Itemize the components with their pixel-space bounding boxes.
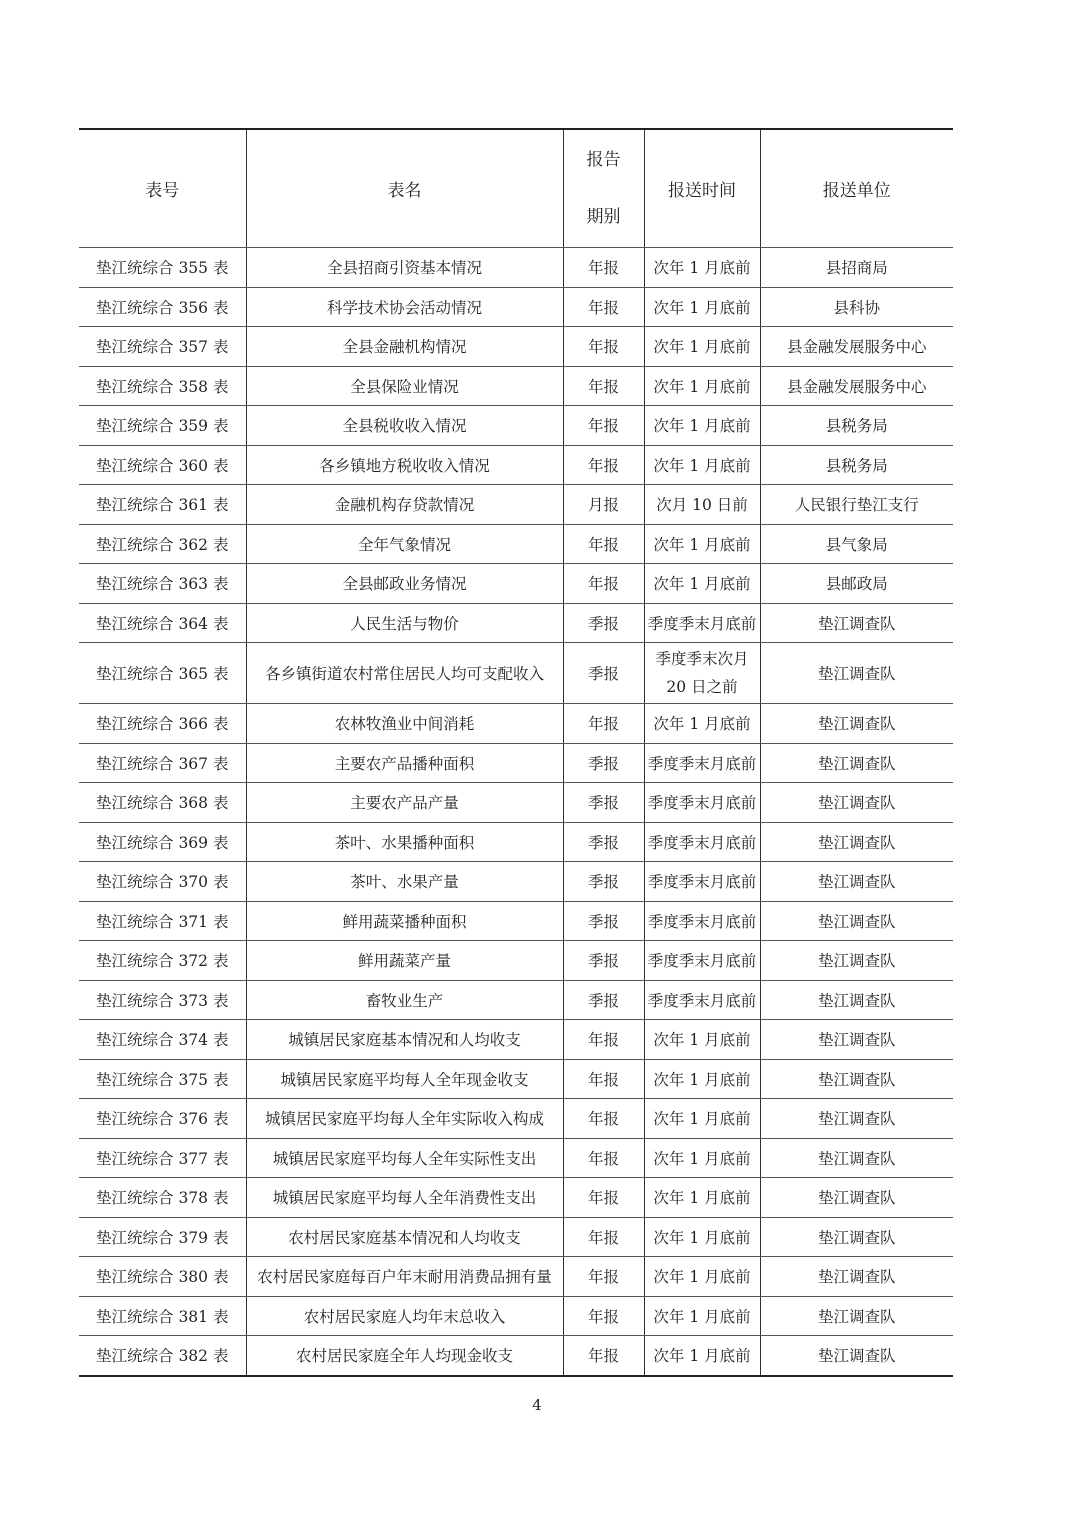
- cell-unit: 县税务局: [760, 445, 953, 485]
- cell-name: 金融机构存贷款情况: [246, 485, 563, 525]
- cell-unit: 垫江调查队: [760, 1217, 953, 1257]
- cell-time: 次年 1 月底前: [644, 1257, 760, 1297]
- cell-unit: 县科协: [760, 287, 953, 327]
- cell-period: 年报: [563, 1059, 644, 1099]
- cell-code: 垫江统综合 356 表: [79, 287, 246, 327]
- cell-name: 鲜用蔬菜播种面积: [246, 901, 563, 941]
- cell-time: 次年 1 月底前: [644, 406, 760, 446]
- cell-unit: 垫江调查队: [760, 901, 953, 941]
- report-schedule-table: [79, 128, 953, 1377]
- table-row: [79, 327, 953, 367]
- cell-code: 垫江统综合 371 表: [79, 901, 246, 941]
- cell-name: 农村居民家庭全年人均现金收支: [246, 1336, 563, 1376]
- cell-time: 次年 1 月底前: [644, 1059, 760, 1099]
- table-row: [79, 1217, 953, 1257]
- cell-unit: 垫江调查队: [760, 743, 953, 783]
- cell-period: 季报: [563, 862, 644, 902]
- cell-period: 年报: [563, 406, 644, 446]
- cell-name: 农村居民家庭每百户年末耐用消费品拥有量: [246, 1257, 563, 1297]
- cell-unit: 垫江调查队: [760, 862, 953, 902]
- cell-unit: 垫江调查队: [760, 941, 953, 981]
- cell-unit: 垫江调查队: [760, 783, 953, 823]
- cell-name: 农林牧渔业中间消耗: [246, 704, 563, 744]
- cell-code: 垫江统综合 381 表: [79, 1296, 246, 1336]
- cell-time: 次年 1 月底前: [644, 564, 760, 604]
- table-row: [79, 1020, 953, 1060]
- cell-period: 年报: [563, 445, 644, 485]
- cell-time: 次年 1 月底前: [644, 704, 760, 744]
- cell-name: 各乡镇地方税收收入情况: [246, 445, 563, 485]
- cell-period: 年报: [563, 1217, 644, 1257]
- cell-period: 年报: [563, 1257, 644, 1297]
- cell-name: 全年气象情况: [246, 524, 563, 564]
- cell-time: 季度季末月底前: [644, 743, 760, 783]
- table-row: [79, 743, 953, 783]
- table-row: [79, 1059, 953, 1099]
- cell-code: 垫江统综合 369 表: [79, 822, 246, 862]
- cell-unit: 垫江调查队: [760, 1059, 953, 1099]
- cell-code: 垫江统综合 379 表: [79, 1217, 246, 1257]
- table-row: [79, 1336, 953, 1376]
- cell-unit: 垫江调查队: [760, 1138, 953, 1178]
- cell-period: 年报: [563, 1178, 644, 1218]
- cell-time: 次年 1 月底前: [644, 327, 760, 367]
- cell-period: 年报: [563, 248, 644, 288]
- cell-code: 垫江统综合 368 表: [79, 783, 246, 823]
- header-unit: 报送单位: [760, 129, 953, 248]
- table-row: [79, 822, 953, 862]
- cell-name: 主要农产品产量: [246, 783, 563, 823]
- cell-time: 季度季末月底前: [644, 822, 760, 862]
- table-row: [79, 1257, 953, 1297]
- header-period: [563, 129, 644, 248]
- cell-period: 季报: [563, 901, 644, 941]
- cell-code: 垫江统综合 359 表: [79, 406, 246, 446]
- table-row: [79, 980, 953, 1020]
- cell-code: 垫江统综合 365 表: [79, 643, 246, 704]
- header-period-line1: 报告: [586, 149, 621, 170]
- cell-period: 季报: [563, 603, 644, 643]
- cell-period: 年报: [563, 1336, 644, 1376]
- table-row: [79, 1178, 953, 1218]
- cell-unit: 县气象局: [760, 524, 953, 564]
- cell-period: 季报: [563, 822, 644, 862]
- cell-time: 季度季末次月 20 日之前: [644, 643, 760, 704]
- table-row: [79, 603, 953, 643]
- cell-name: 全县金融机构情况: [246, 327, 563, 367]
- cell-code: 垫江统综合 378 表: [79, 1178, 246, 1218]
- cell-unit: 垫江调查队: [760, 643, 953, 704]
- cell-time: 次年 1 月底前: [644, 445, 760, 485]
- cell-name: 各乡镇街道农村常住居民人均可支配收入: [246, 643, 563, 704]
- cell-time: 次年 1 月底前: [644, 1336, 760, 1376]
- cell-code: 垫江统综合 362 表: [79, 524, 246, 564]
- cell-name: 农村居民家庭人均年末总收入: [246, 1296, 563, 1336]
- cell-time: 次月 10 日前: [644, 485, 760, 525]
- header-code: 表号: [79, 129, 246, 248]
- cell-period: 季报: [563, 980, 644, 1020]
- cell-period: 年报: [563, 327, 644, 367]
- table-body: [79, 248, 953, 1376]
- table-header-row: [79, 129, 953, 248]
- cell-period: 年报: [563, 1138, 644, 1178]
- cell-unit: 垫江调查队: [760, 822, 953, 862]
- table-row: [79, 1099, 953, 1139]
- cell-time: 季度季末月底前: [644, 901, 760, 941]
- cell-name: 城镇居民家庭基本情况和人均收支: [246, 1020, 563, 1060]
- cell-time: 季度季末月底前: [644, 603, 760, 643]
- cell-code: 垫江统综合 382 表: [79, 1336, 246, 1376]
- header-period-line2: 期别: [586, 206, 621, 227]
- cell-time: 次年 1 月底前: [644, 366, 760, 406]
- cell-code: 垫江统综合 380 表: [79, 1257, 246, 1297]
- cell-code: 垫江统综合 358 表: [79, 366, 246, 406]
- cell-period: 年报: [563, 287, 644, 327]
- table-row: [79, 406, 953, 446]
- cell-period: 年报: [563, 564, 644, 604]
- table-row: [79, 445, 953, 485]
- cell-period: 季报: [563, 643, 644, 704]
- cell-name: 农村居民家庭基本情况和人均收支: [246, 1217, 563, 1257]
- cell-code: 垫江统综合 374 表: [79, 1020, 246, 1060]
- cell-period: 季报: [563, 783, 644, 823]
- cell-unit: 垫江调查队: [760, 1336, 953, 1376]
- cell-time: 次年 1 月底前: [644, 248, 760, 288]
- table-row: [79, 564, 953, 604]
- cell-code: 垫江统综合 376 表: [79, 1099, 246, 1139]
- cell-code: 垫江统综合 363 表: [79, 564, 246, 604]
- cell-unit: 县金融发展服务中心: [760, 327, 953, 367]
- cell-unit: 县金融发展服务中心: [760, 366, 953, 406]
- cell-period: 年报: [563, 524, 644, 564]
- header-time: 报送时间: [644, 129, 760, 248]
- cell-time: 季度季末月底前: [644, 862, 760, 902]
- header-name: 表名: [246, 129, 563, 248]
- cell-time: 次年 1 月底前: [644, 1020, 760, 1060]
- cell-unit: 垫江调查队: [760, 704, 953, 744]
- cell-unit: 垫江调查队: [760, 1020, 953, 1060]
- cell-name: 主要农产品播种面积: [246, 743, 563, 783]
- cell-name: 茶叶、水果播种面积: [246, 822, 563, 862]
- table-row: [79, 862, 953, 902]
- cell-code: 垫江统综合 361 表: [79, 485, 246, 525]
- cell-name: 城镇居民家庭平均每人全年消费性支出: [246, 1178, 563, 1218]
- cell-unit: 垫江调查队: [760, 1296, 953, 1336]
- cell-code: 垫江统综合 355 表: [79, 248, 246, 288]
- cell-period: 年报: [563, 1296, 644, 1336]
- cell-code: 垫江统综合 364 表: [79, 603, 246, 643]
- cell-period: 年报: [563, 704, 644, 744]
- cell-time: 季度季末月底前: [644, 980, 760, 1020]
- cell-time: 次年 1 月底前: [644, 287, 760, 327]
- cell-unit: 垫江调查队: [760, 1257, 953, 1297]
- table-row: [79, 941, 953, 981]
- cell-unit: 县招商局: [760, 248, 953, 288]
- cell-unit: 县邮政局: [760, 564, 953, 604]
- cell-time: 次年 1 月底前: [644, 1099, 760, 1139]
- table-row: [79, 643, 953, 704]
- table-row: [79, 287, 953, 327]
- cell-unit: 县税务局: [760, 406, 953, 446]
- table-row: [79, 901, 953, 941]
- cell-code: 垫江统综合 372 表: [79, 941, 246, 981]
- page-number: 4: [532, 1396, 542, 1414]
- cell-name: 全县保险业情况: [246, 366, 563, 406]
- cell-code: 垫江统综合 377 表: [79, 1138, 246, 1178]
- cell-name: 全县邮政业务情况: [246, 564, 563, 604]
- cell-unit: 垫江调查队: [760, 1178, 953, 1218]
- cell-time: 季度季末月底前: [644, 941, 760, 981]
- cell-name: 城镇居民家庭平均每人全年现金收支: [246, 1059, 563, 1099]
- cell-name: 全县招商引资基本情况: [246, 248, 563, 288]
- table-row: [79, 1138, 953, 1178]
- cell-period: 月报: [563, 485, 644, 525]
- cell-period: 季报: [563, 941, 644, 981]
- cell-period: 年报: [563, 1099, 644, 1139]
- cell-name: 科学技术协会活动情况: [246, 287, 563, 327]
- cell-code: 垫江统综合 366 表: [79, 704, 246, 744]
- cell-time: 季度季末月底前: [644, 783, 760, 823]
- cell-name: 城镇居民家庭平均每人全年实际性支出: [246, 1138, 563, 1178]
- cell-unit: 人民银行垫江支行: [760, 485, 953, 525]
- cell-time: 次年 1 月底前: [644, 1138, 760, 1178]
- table-row: [79, 248, 953, 288]
- cell-unit: 垫江调查队: [760, 980, 953, 1020]
- cell-time: 次年 1 月底前: [644, 1178, 760, 1218]
- cell-name: 全县税收收入情况: [246, 406, 563, 446]
- table-row: [79, 366, 953, 406]
- cell-name: 人民生活与物价: [246, 603, 563, 643]
- cell-code: 垫江统综合 357 表: [79, 327, 246, 367]
- cell-code: 垫江统综合 373 表: [79, 980, 246, 1020]
- table-row: [79, 485, 953, 525]
- table-row: [79, 524, 953, 564]
- cell-time: 次年 1 月底前: [644, 524, 760, 564]
- cell-code: 垫江统综合 367 表: [79, 743, 246, 783]
- cell-period: 季报: [563, 743, 644, 783]
- cell-name: 茶叶、水果产量: [246, 862, 563, 902]
- cell-time: 次年 1 月底前: [644, 1296, 760, 1336]
- cell-name: 城镇居民家庭平均每人全年实际收入构成: [246, 1099, 563, 1139]
- cell-period: 年报: [563, 366, 644, 406]
- cell-code: 垫江统综合 370 表: [79, 862, 246, 902]
- cell-time: 次年 1 月底前: [644, 1217, 760, 1257]
- table-row: [79, 1296, 953, 1336]
- cell-name: 鲜用蔬菜产量: [246, 941, 563, 981]
- cell-code: 垫江统综合 375 表: [79, 1059, 246, 1099]
- cell-period: 年报: [563, 1020, 644, 1060]
- cell-unit: 垫江调查队: [760, 1099, 953, 1139]
- cell-name: 畜牧业生产: [246, 980, 563, 1020]
- table-row: [79, 704, 953, 744]
- cell-unit: 垫江调查队: [760, 603, 953, 643]
- cell-code: 垫江统综合 360 表: [79, 445, 246, 485]
- table-row: [79, 783, 953, 823]
